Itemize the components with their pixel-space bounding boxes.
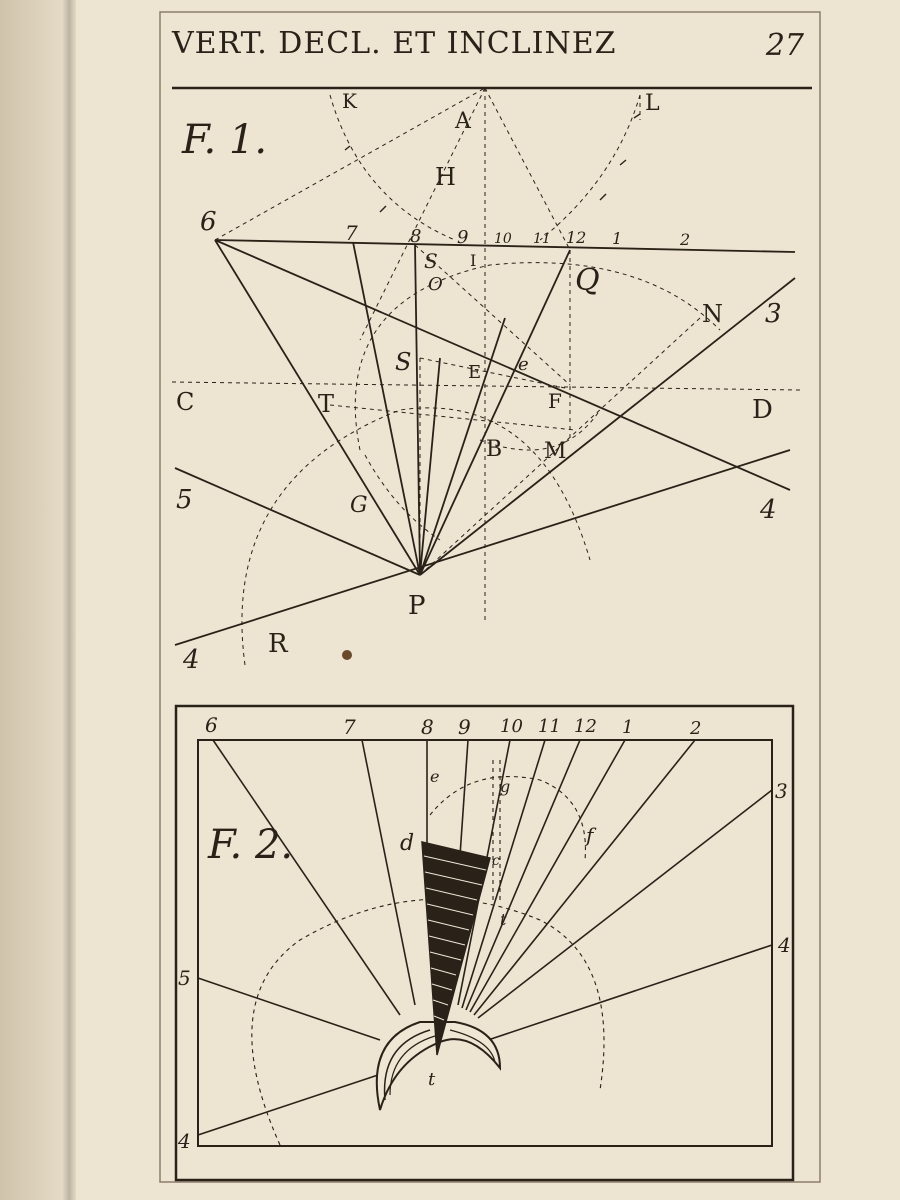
f2-letter-t-mid: t <box>500 910 507 929</box>
dial-frame-outer <box>176 706 793 1180</box>
f1-letter-d: D <box>752 395 773 425</box>
f1-hour-12: 12 <box>566 228 587 247</box>
figure-2-label: F. 2. <box>208 822 294 868</box>
f2-hour-5: 5 <box>178 966 191 990</box>
ink-spot <box>342 650 352 660</box>
f1-letter-o: O <box>428 274 443 295</box>
dial-frame-inner <box>198 740 772 1146</box>
f2-hour-line-3 <box>478 790 772 1018</box>
f1-letter-h: H <box>435 163 456 191</box>
plate-border <box>160 12 820 1182</box>
f2-hour-11: 11 <box>538 716 561 737</box>
f2-hour-1: 1 <box>622 717 634 738</box>
f1-letter-e-upper: E <box>468 362 482 383</box>
f1-letter-a: A <box>455 109 471 134</box>
horizontal-line-cd <box>172 382 800 390</box>
f1-letter-c: C <box>176 388 195 416</box>
f2-letter-d: d <box>400 831 415 856</box>
f1-letter-m: M <box>544 439 567 464</box>
f2-hour-8: 8 <box>421 715 434 739</box>
f1-hour-4-right: 4 <box>760 495 777 525</box>
f1-letter-r: R <box>268 629 288 659</box>
f2-hour-line-7 <box>362 740 415 1005</box>
f1-hour-6: 6 <box>200 207 217 237</box>
f2-hour-7: 7 <box>343 715 356 739</box>
f1-letter-s-mid: S <box>395 348 412 376</box>
f1-hour-7: 7 <box>345 221 358 245</box>
f2-hour-3: 3 <box>775 779 788 803</box>
f2-hour-9: 9 <box>458 715 471 739</box>
f2-letter-e: e <box>430 767 440 786</box>
f1-hour-10: 10 <box>494 231 512 247</box>
figure-1-labels <box>176 89 782 675</box>
f1-hour-4-left: 4 <box>183 645 200 675</box>
f1-letter-e-lower: e <box>518 354 529 375</box>
f1-hour-8: 8 <box>410 226 422 247</box>
f2-hour-10: 10 <box>500 716 523 737</box>
f2-hour-line-4-right <box>488 945 772 1040</box>
f1-letter-q: Q <box>575 263 600 298</box>
f1-letter-p: P <box>408 591 426 621</box>
f1-hour-5: 5 <box>176 485 193 515</box>
f1-hour-3: 3 <box>765 299 782 329</box>
f2-hour-6: 6 <box>205 713 218 737</box>
f2-hour-line-5 <box>198 978 380 1040</box>
f2-hour-line-4-left <box>198 1075 378 1135</box>
f2-hour-2: 2 <box>690 718 702 739</box>
header-title: VERT. DECL. ET INCLINEZ <box>172 26 617 61</box>
f2-letter-c: c <box>492 853 500 869</box>
f2-letter-t-bottom: t <box>428 1069 436 1090</box>
line-4-bottom <box>175 450 790 645</box>
f2-letter-f: f <box>586 823 594 847</box>
page-number: 27 <box>765 28 804 63</box>
f1-letter-f: F <box>548 389 562 413</box>
figure-1 <box>172 88 800 665</box>
construction-line-8f <box>415 245 570 385</box>
f2-letter-g: g <box>500 777 511 796</box>
arc-l <box>540 95 640 240</box>
f1-letter-n: N <box>702 300 723 328</box>
f1-letter-g: G <box>350 493 368 518</box>
f2-hour-4-right: 4 <box>778 933 791 957</box>
construction-line-tm <box>330 405 575 430</box>
f1-letter-l: L <box>645 91 660 116</box>
f1-letter-s-top: S <box>424 249 438 273</box>
f1-letter-i: I <box>470 251 477 270</box>
f1-letter-k: K <box>342 89 357 113</box>
line-6-to-4 <box>215 240 790 490</box>
line-3 <box>420 278 795 575</box>
f1-letter-t: T <box>318 390 335 418</box>
f2-hour-4-left: 4 <box>178 1129 191 1153</box>
f1-hour-1: 1 <box>612 229 623 248</box>
f2-hour-12: 12 <box>574 716 597 737</box>
f1-letter-b: B <box>486 437 503 462</box>
arc-large-r <box>242 408 590 665</box>
figure-2 <box>176 706 793 1180</box>
figure-1-label: F. 1. <box>182 117 268 163</box>
arc-g <box>365 455 440 540</box>
f1-hour-9: 9 <box>457 227 469 248</box>
f1-hour-11: 11 <box>533 231 551 247</box>
f1-hour-2: 2 <box>680 230 691 249</box>
f2-hour-line-6 <box>213 740 400 1015</box>
construction-line-aq <box>485 88 570 250</box>
hour-line-8 <box>415 244 420 575</box>
